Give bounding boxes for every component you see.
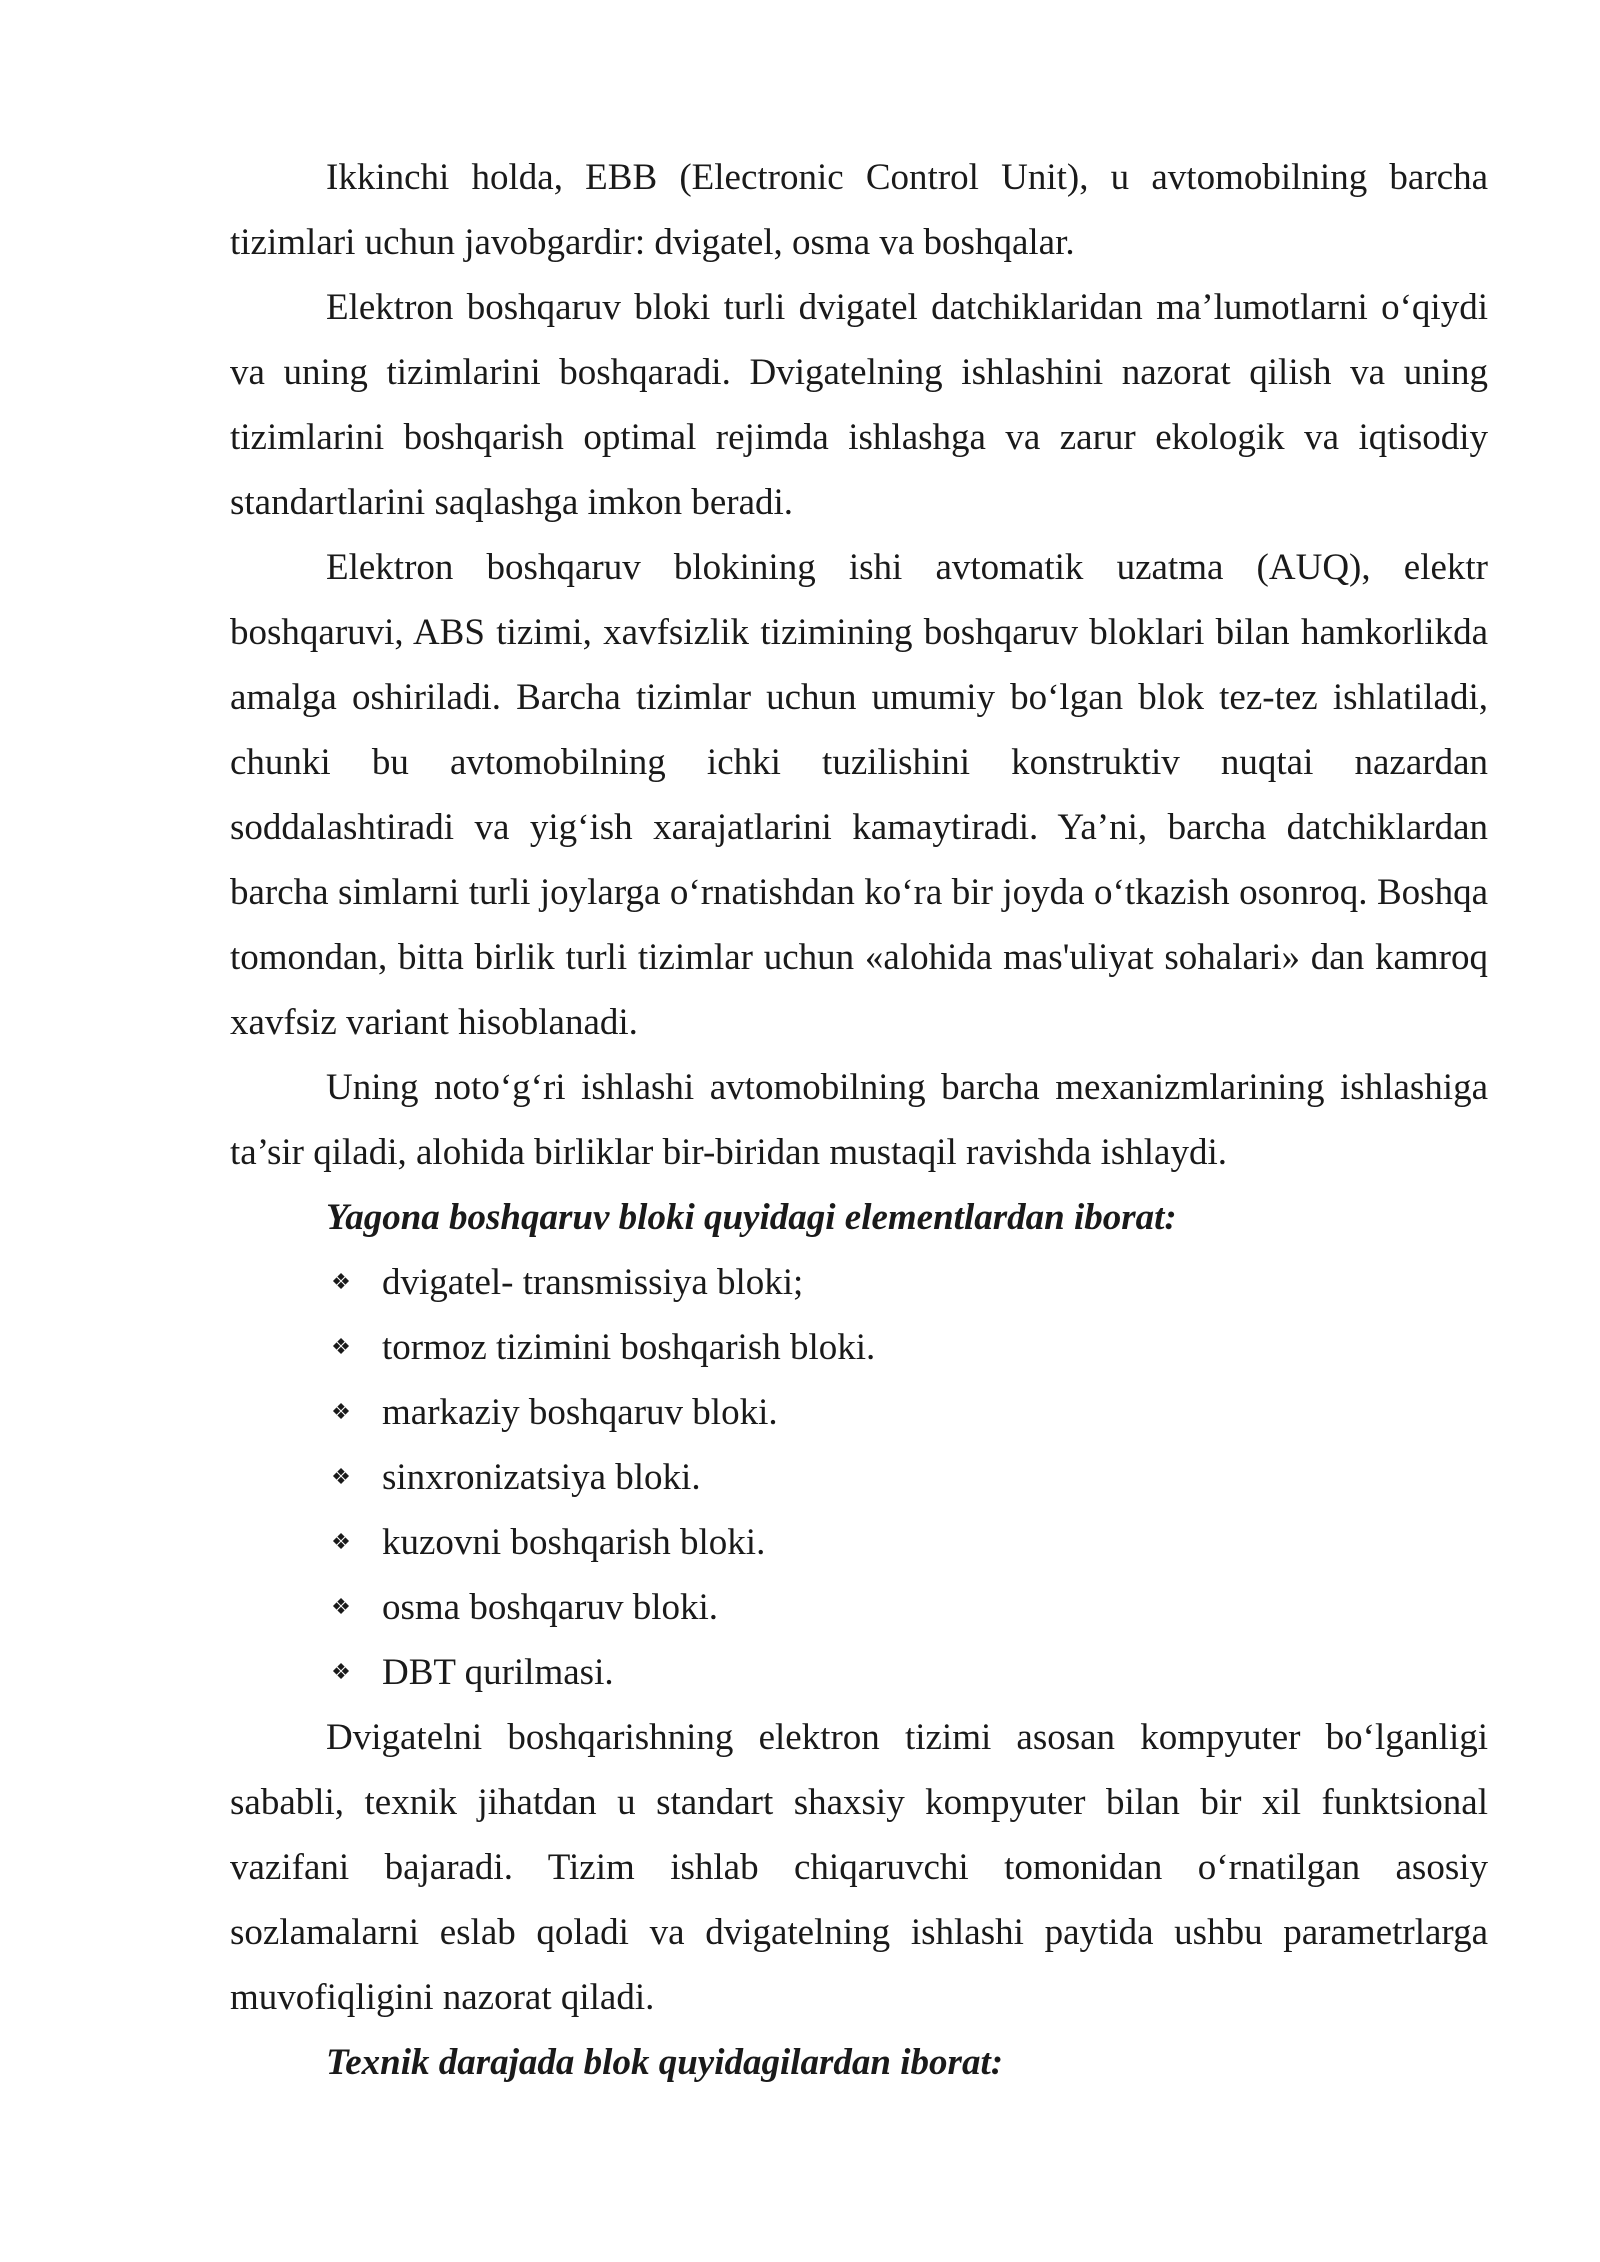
paragraph: Dvigatelni boshqarishning elektron tizimi asosan kompyuter bo‘lganligi sababli, texnik jihatdan u standart shaxsiy kompyuter bilan bir xil funktsional vazifani bajaradi. Tizim ishlab chiqaruvchi tomonidan o‘rnatilgan asosiy sozlamalarni eslab qoladi va dvigatelning ishlashi paytida ushbu parametrlarga muvofiqligini nazorat qiladi. — [230, 1717, 1488, 2018]
list-item — [230, 1575, 1488, 1640]
bullet-list — [230, 1250, 1488, 1705]
diamond-bullet-icon: ❖ — [331, 1400, 351, 1425]
list-item — [230, 1315, 1488, 1380]
paragraph: Elektron boshqaruv bloki turli dvigatel datchiklaridan ma’lumotlarni o‘qiydi va uning tizimlarini boshqaradi. Dvigatelning ishlashini nazorat qilish va uning tizimlarini boshqarish optimal rejimda ishlashga va zarur ekologik va iqtisodiy standartlarini saqlashga imkon beradi. — [230, 287, 1488, 523]
section-heading: Texnik darajada blok quyidagilardan iborat: — [326, 2042, 1004, 2083]
list-item — [230, 1640, 1488, 1705]
diamond-bullet-icon: ❖ — [331, 1530, 351, 1555]
list-item-text: sinxronizatsiya bloki. — [382, 1457, 701, 1498]
diamond-bullet-icon: ❖ — [331, 1270, 351, 1295]
paragraph: Uning noto‘g‘ri ishlashi avtomobilning barcha mexanizmlarining ishlashiga ta’sir qiladi, alohida birliklar bir-biridan mustaqil ravishda ishlaydi. — [230, 1067, 1488, 1173]
diamond-bullet-icon: ❖ — [331, 1335, 351, 1360]
list-item-text: dvigatel- transmissiya bloki; — [382, 1262, 804, 1303]
list-item-text: kuzovni boshqarish bloki. — [382, 1522, 766, 1563]
diamond-bullet-icon: ❖ — [331, 1660, 351, 1685]
list-item — [230, 1445, 1488, 1510]
list-item — [230, 1380, 1488, 1445]
list-item-text: markaziy boshqaruv bloki. — [382, 1392, 778, 1433]
document-page — [230, 145, 1488, 2095]
list-item-text: DBT qurilmasi. — [382, 1652, 614, 1693]
list-item — [230, 1250, 1488, 1315]
list-heading: Yagona boshqaruv bloki quyidagi elementlardan iborat: — [326, 1197, 1177, 1238]
paragraph: Elektron boshqaruv blokining ishi avtomatik uzatma (AUQ), elektr boshqaruvi, ABS tizimi, xavfsizlik tizimining boshqaruv bloklari bilan hamkorlikda amalga oshiriladi. Barcha tizimlar uchun umumiy bo‘lgan blok tez-tez ishlatiladi, chunki bu avtomobilning ichki tuzilishini konstruktiv nuqtai nazardan soddalashtiradi va yig‘ish xarajatlarini kamaytiradi. Ya’ni, barcha datchiklardan barcha simlarni turli joylarga o‘rnatishdan ko‘ra bir joyda o‘tkazish osonroq. Boshqa tomondan, bitta birlik turli tizimlar uchun «alohida mas'uliyat sohalari» dan kamroq xavfsiz variant hisoblanadi. — [230, 547, 1488, 1043]
diamond-bullet-icon: ❖ — [331, 1465, 351, 1490]
list-item — [230, 1510, 1488, 1575]
list-item-text: tormoz tizimini boshqarish bloki. — [382, 1327, 876, 1368]
paragraph: Ikkinchi holda, EBB (Electronic Control Unit), u avtomobilning barcha tizimlari uchun javobgardir: dvigatel, osma va boshqalar. — [230, 157, 1488, 263]
diamond-bullet-icon: ❖ — [331, 1595, 351, 1620]
list-item-text: osma boshqaruv bloki. — [382, 1587, 719, 1628]
